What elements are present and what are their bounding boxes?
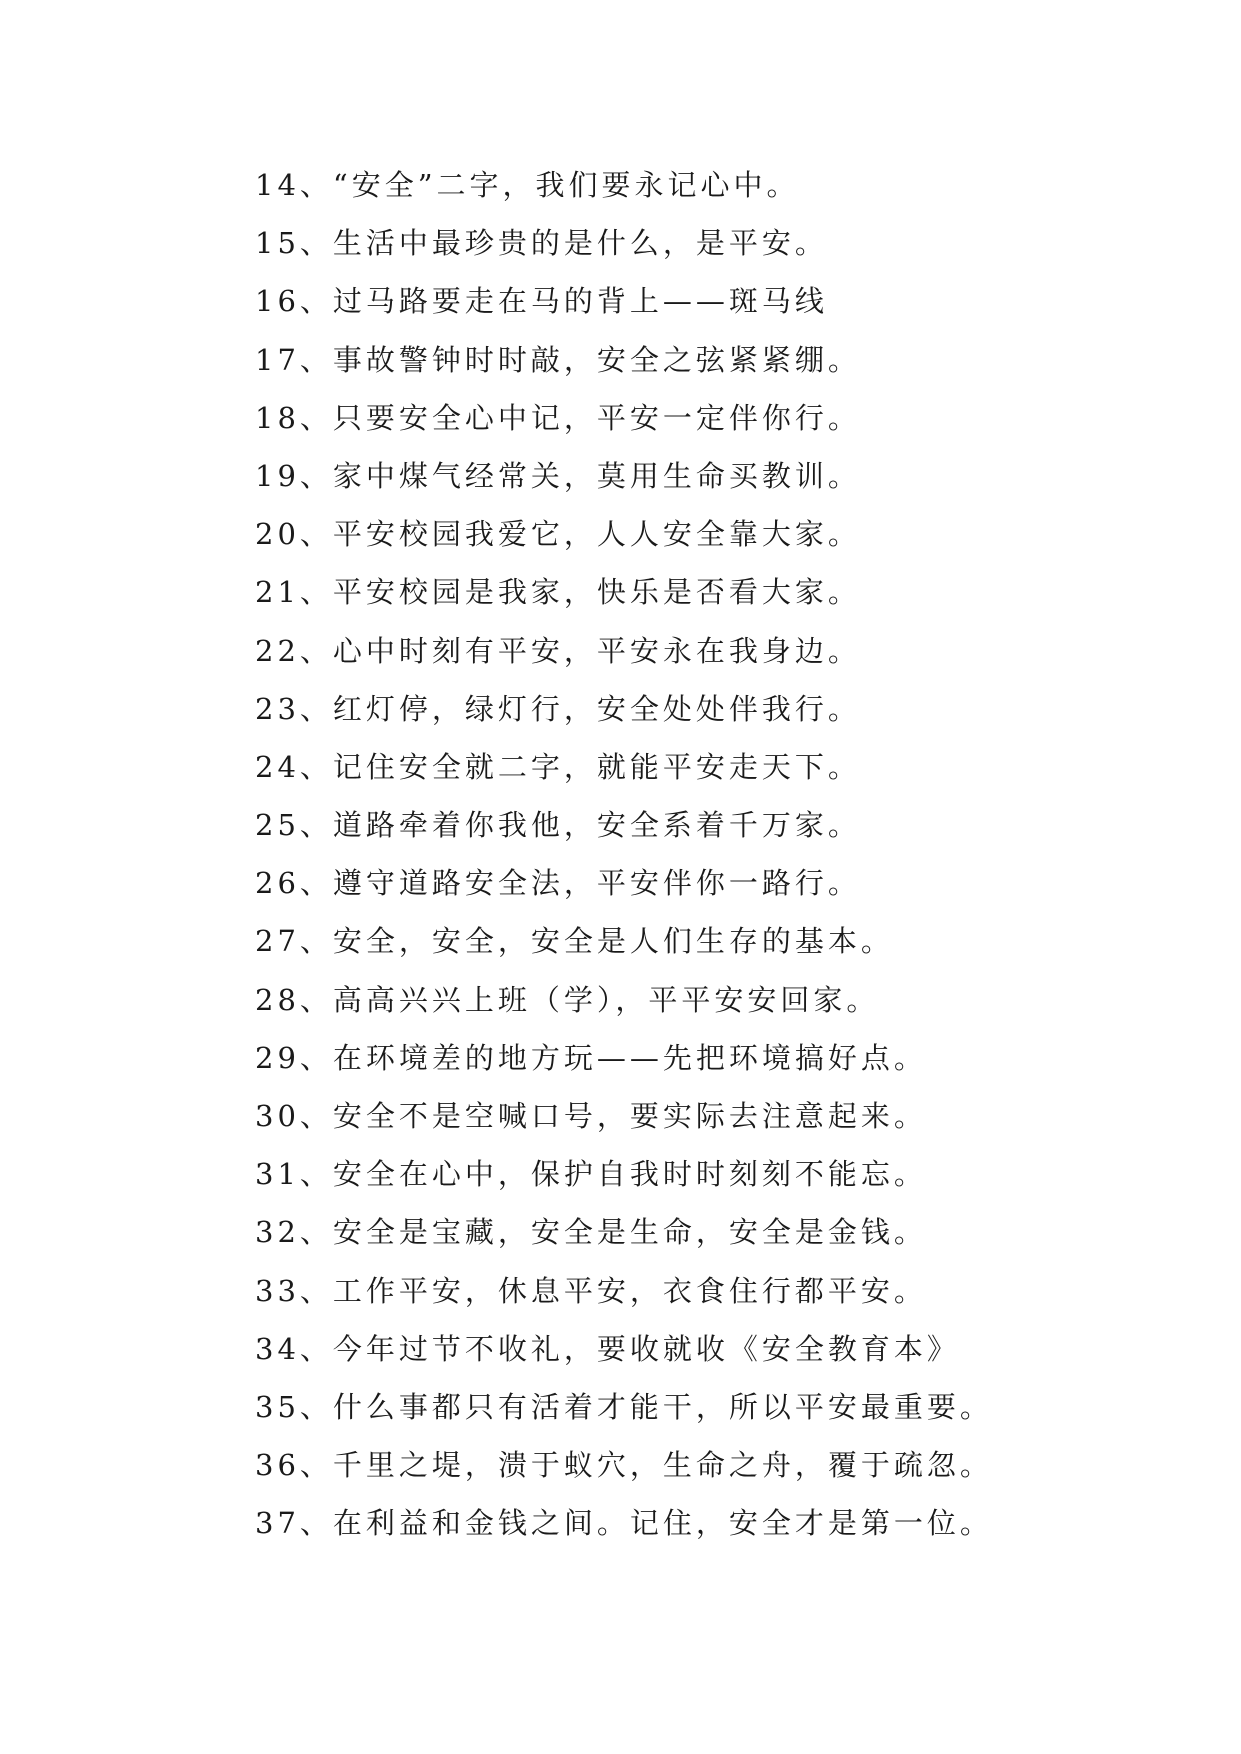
slogan-line-23: 23、红灯停，绿灯行，安全处处伴我行。 [255,691,861,726]
slogan-line-21: 21、平安校园是我家，快乐是否看大家。 [255,575,861,610]
slogan-line-31: 31、安全在心中，保护自我时时刻刻不能忘。 [255,1157,927,1192]
slogan-line-33: 33、工作平安，休息平安，衣食住行都平安。 [255,1273,927,1308]
slogan-line-34: 34、今年过节不收礼，要收就收《安全教育本》 [255,1331,960,1366]
slogan-line-32: 32、安全是宝藏，安全是生命，安全是金钱。 [255,1215,927,1250]
slogan-line-28: 28、高高兴兴上班（学），平平安安回家。 [255,982,880,1017]
slogan-line-24: 24、记住安全就二字，就能平安走天下。 [255,749,861,784]
slogan-line-19: 19、家中煤气经常关，莫用生命买教训。 [255,458,861,493]
slogan-line-15: 15、生活中最珍贵的是什么，是平安。 [255,226,828,261]
slogan-line-37: 37、在利益和金钱之间。记住，安全才是第一位。 [255,1506,993,1541]
slogan-line-25: 25、道路牵着你我他，安全系着千万家。 [255,808,861,843]
slogan-line-16: 16、过马路要走在马的背上——斑马线 [255,284,828,319]
slogan-line-27: 27、安全，安全，安全是人们生存的基本。 [255,924,894,959]
slogan-list [255,156,993,1553]
slogan-line-30: 30、安全不是空喊口号，要实际去注意起来。 [255,1099,927,1133]
slogan-line-29: 29、在环境差的地方玩——先把环境搞好点。 [255,1040,927,1075]
slogan-line-22: 22、心中时刻有平安，平安永在我身边。 [255,633,861,668]
slogan-line-35: 35、什么事都只有活着才能干，所以平安最重要。 [255,1389,993,1424]
slogan-line-36: 36、千里之堤，溃于蚁穴，生命之舟，覆于疏忽。 [255,1448,993,1483]
slogan-line-20: 20、平安校园我爱它，人人安全靠大家。 [255,517,861,552]
slogan-line-26: 26、遵守道路安全法，平安伴你一路行。 [255,866,861,901]
slogan-line-14: 14、“安全”二字，我们要永记心中。 [255,168,800,202]
slogan-line-18: 18、只要安全心中记，平安一定伴你行。 [255,400,861,435]
slogan-line-17: 17、事故警钟时时敲，安全之弦紧紧绷。 [255,342,861,377]
